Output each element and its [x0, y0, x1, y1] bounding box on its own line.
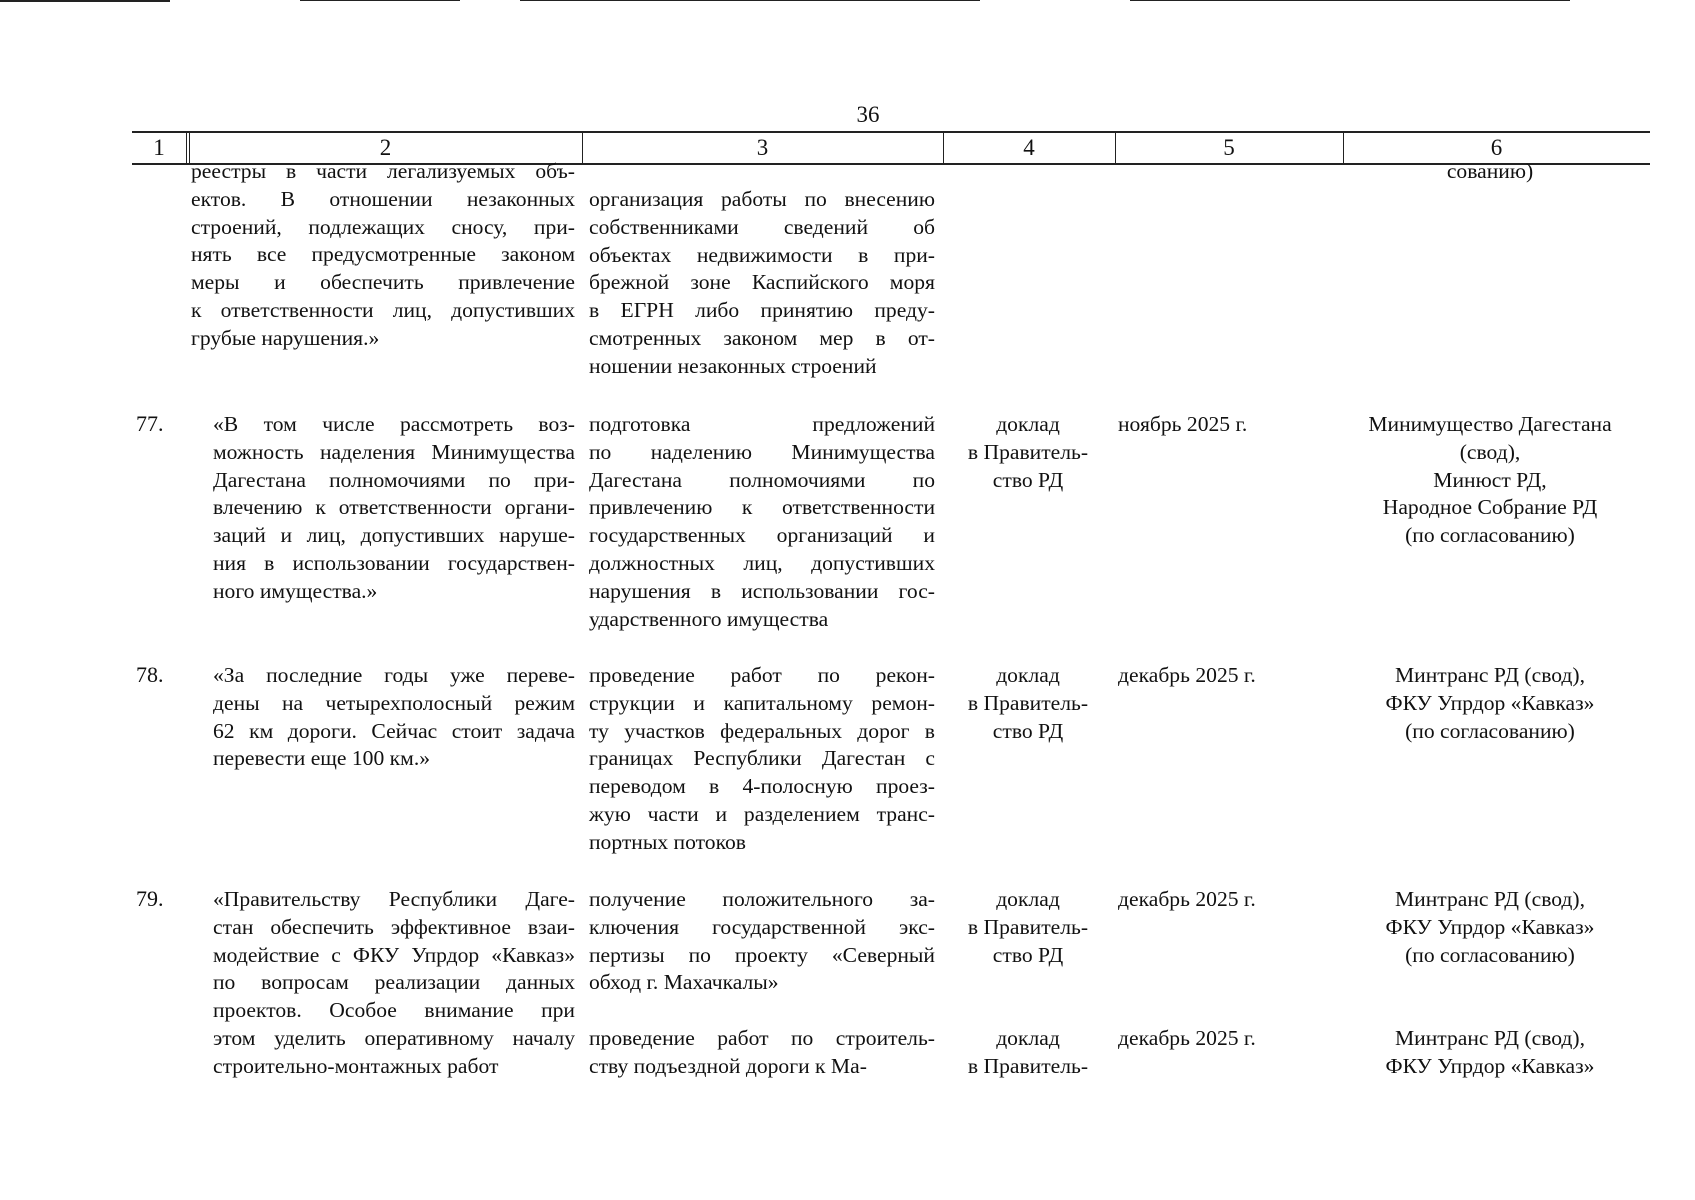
text-line: ного имущества.» [213, 578, 378, 603]
text-line: грубые нарушения.» [191, 325, 380, 350]
text-line: ФКУ Упрдор «Кавказ» [1385, 914, 1595, 939]
row-78-col6 [1350, 662, 1630, 745]
text-line: «Правительству Республики Даге- [213, 887, 575, 911]
text-line: получение положительного за- [589, 887, 935, 911]
scan-edge-line [0, 0, 170, 2]
text-line: влечению к ответственности органи- [213, 495, 575, 520]
row-79-col3a [589, 886, 935, 997]
row-79-col4a [948, 886, 1108, 969]
text-line: по наделению Минимущества [589, 439, 935, 464]
text-line: 62 км дороги. Сейчас стоит задача [213, 718, 575, 743]
text-line: перевести еще 100 км.» [213, 746, 431, 771]
header-col-4: 4 [1023, 135, 1035, 160]
text-line: ектов. В отношении незаконных [191, 186, 575, 211]
text-line: струкции и капитальному ремон- [589, 690, 935, 715]
text-line: обход г. Махачкалы» [589, 970, 779, 995]
text-line: модействие с ФКУ Упрдор «Кавказ» [213, 942, 575, 967]
row-78-col3 [589, 662, 935, 857]
text-line: Дагестана полномочиями по при- [213, 467, 575, 492]
text-line: Минимущество Дагестана [1368, 412, 1612, 436]
text-line: по вопросам реализации данных [213, 970, 575, 995]
text-line: заций и лиц, допустивших наруше- [213, 523, 575, 548]
text-line: портных потоков [589, 829, 746, 854]
row-79-col2 [191, 886, 575, 1081]
text-line: доклад [996, 663, 1060, 687]
text-line: доклад [996, 412, 1060, 436]
header-col-6: 6 [1490, 135, 1503, 160]
text-line: строительно-монтажных работ [213, 1053, 499, 1078]
row-79-col6a [1350, 886, 1630, 969]
row-79-col6b [1350, 1025, 1630, 1081]
row-number: 77. [136, 411, 164, 436]
text-line: ство РД [992, 467, 1064, 492]
text-line: брежной зоне Каспийского моря [589, 270, 935, 295]
row-79-col5b: декабрь 2025 г. [1118, 1026, 1256, 1050]
text-line: ству подъездной дороги к Ма- [589, 1053, 867, 1078]
page-number: 36 [856, 102, 880, 127]
text-line: ство РД [992, 942, 1064, 967]
text-line: дены на четырехполосный режим [213, 690, 575, 715]
row-77-col6 [1350, 411, 1630, 550]
text-line: ния в использовании государствен- [213, 550, 575, 575]
text-line: в Правитель- [967, 914, 1089, 939]
continuation-col2 [191, 158, 575, 353]
text-line: (по согласованию) [1405, 718, 1575, 743]
text-line: нять все предусмотренные законом [191, 242, 575, 267]
row-78-col2 [191, 662, 575, 773]
text-line: проведение работ по строитель- [589, 1026, 935, 1050]
text-line: государственных организаций и [589, 523, 935, 548]
text-line: в ЕГРН либо принятию преду- [589, 298, 935, 323]
text-line: к ответственности лиц, допустивших [191, 297, 575, 322]
text-line: реестры в части легализуемых объ- [191, 159, 575, 183]
scan-edge-line [300, 0, 460, 1]
text-line: стан обеспечить эффективное взаи- [213, 914, 575, 939]
header-col-5: 5 [1223, 135, 1235, 160]
text-line: (свод), [1459, 439, 1521, 464]
text-line: в Правитель- [967, 690, 1089, 715]
text-line: Народное Собрание РД [1382, 495, 1598, 520]
text-line: смотренных законом мер в от- [589, 325, 935, 350]
text-line: в Правитель- [967, 1053, 1089, 1078]
continuation-col6 [1350, 158, 1630, 186]
text-line: пертизы по проекту «Северный [589, 942, 935, 967]
text-line: организация работы по внесению [589, 187, 935, 211]
text-line: ту участков федеральных дорог в [589, 718, 935, 743]
text-line: ФКУ Упрдор «Кавказ» [1385, 1053, 1595, 1078]
row-79-col3b [589, 1025, 935, 1081]
text-line: ударственного имущества [589, 606, 829, 631]
text-line: нарушения в использовании гос- [589, 578, 935, 603]
text-line: ство РД [992, 718, 1064, 743]
scan-edge-line [1130, 0, 1570, 1]
text-line: границах Республики Дагестан с [589, 746, 935, 771]
text-line: объектах недвижимости в при- [589, 242, 935, 267]
scan-edge-line [520, 0, 980, 1]
row-number: 79. [136, 886, 164, 911]
row-77-col5: ноябрь 2025 г. [1118, 412, 1248, 436]
text-line: «В том числе рассмотреть воз- [213, 412, 575, 436]
text-line: ношении незаконных строений [589, 353, 877, 378]
text-line: сованию) [1446, 159, 1534, 183]
text-line: жую части и разделением транс- [589, 801, 935, 826]
header-col-3: 3 [756, 135, 769, 160]
row-number: 78. [136, 662, 164, 687]
text-line: этом уделить оперативному началу [213, 1025, 575, 1050]
text-line: в Правитель- [967, 439, 1089, 464]
text-line: собственниками сведений об [589, 214, 935, 239]
text-line: подготовка предложений [589, 412, 935, 436]
header-divider [186, 133, 187, 163]
text-line: (по согласованию) [1405, 523, 1575, 548]
text-line: можность наделения Минимущества [213, 439, 575, 464]
text-line: доклад [996, 887, 1060, 911]
text-line: строений, подлежащих сносу, при- [191, 214, 575, 239]
text-line: проведение работ по рекон- [589, 663, 935, 687]
header-col-1: 1 [153, 135, 165, 160]
text-line: проектов. Особое внимание при [213, 998, 575, 1023]
text-line: переводом в 4-полосную проез- [589, 774, 935, 799]
text-line: должностных лиц, допустивших [589, 550, 935, 575]
row-79-col5a: декабрь 2025 г. [1118, 887, 1256, 911]
row-77-col3 [589, 411, 935, 633]
text-line: привлечению к ответственности [589, 495, 935, 520]
header-col-2: 2 [379, 135, 392, 160]
row-77-col2 [191, 411, 575, 606]
text-line: доклад [996, 1026, 1060, 1050]
text-line: Минтранс РД (свод), [1394, 1026, 1586, 1050]
text-line: «За последние годы уже переве- [213, 663, 575, 687]
continuation-col3 [589, 186, 935, 381]
text-line: ключения государственной экс- [589, 914, 935, 939]
row-79-col4b [948, 1025, 1108, 1081]
text-line: Минтранс РД (свод), [1394, 663, 1586, 687]
text-line: ФКУ Упрдор «Кавказ» [1385, 690, 1595, 715]
text-line: (по согласованию) [1405, 942, 1575, 967]
text-line: Минюст РД, [1433, 467, 1547, 492]
text-line: меры и обеспечить привлечение [191, 270, 575, 295]
row-78-col5: декабрь 2025 г. [1118, 663, 1256, 687]
text-line: Дагестана полномочиями по [589, 467, 935, 492]
text-line: Минтранс РД (свод), [1394, 887, 1586, 911]
row-77-col4 [948, 411, 1108, 494]
row-78-col4 [948, 662, 1108, 745]
